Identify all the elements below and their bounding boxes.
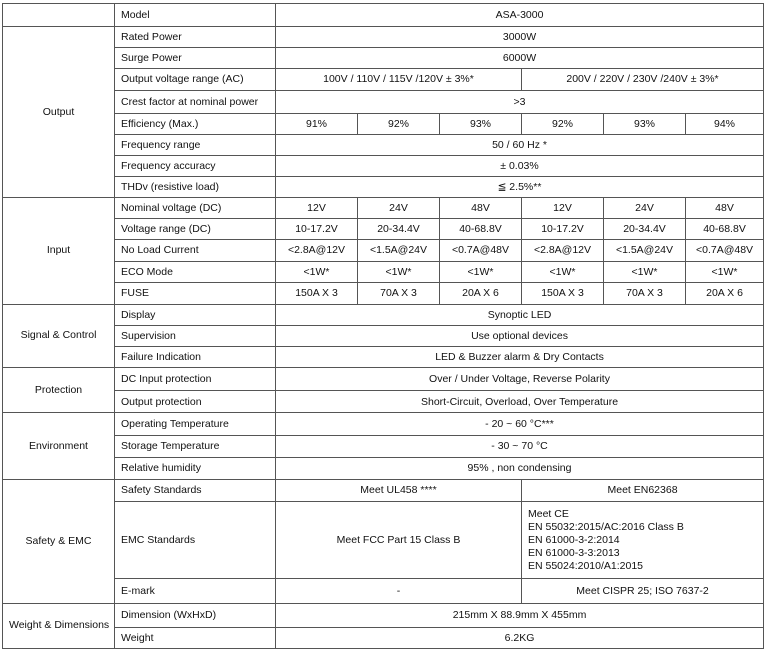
humidity-value: 95% , non condensing [276,457,764,479]
category-protection: Protection [3,368,115,413]
supervision-label: Supervision [115,325,276,346]
storage-temp-label: Storage Temperature [115,435,276,457]
eco-mode-label: ECO Mode [115,261,276,282]
no-load-current-cell: <1.5A@24V [358,240,440,261]
category-signal-control: Signal & Control [3,304,115,367]
output-voltage-low: 100V / 110V / 115V /120V ± 3%* [276,69,522,90]
efficiency-cell: 91% [276,113,358,134]
row-safety-standards [3,479,764,501]
eco-mode-cell: <1W* [686,261,764,282]
voltage-range-cell: 40-68.8V [440,219,522,240]
failure-indication-label: Failure Indication [115,347,276,368]
efficiency-cell: 94% [686,113,764,134]
row-thdv [3,177,764,198]
dc-input-protection-label: DC Input protection [115,368,276,391]
crest-factor-label: Crest factor at nominal power [115,90,276,113]
no-load-current-cell: <2.8A@12V [522,240,604,261]
thdv-label: THDv (resistive load) [115,177,276,198]
model-label: Model [115,4,276,27]
fuse-cell: 150A X 3 [522,282,604,304]
efficiency-cell: 92% [522,113,604,134]
row-display [3,304,764,325]
emark-low: - [276,579,522,603]
category-blank [3,4,115,27]
no-load-current-cell: <2.8A@12V [276,240,358,261]
emc-line: EN 55024:2010/A1:2015 [528,559,644,572]
emc-standards-label: EMC Standards [115,501,276,578]
nominal-voltage-cell: 12V [276,198,358,219]
thdv-value: ≦ 2.5%** [276,177,764,198]
surge-power-value: 6000W [276,48,764,69]
safety-standards-label: Safety Standards [115,479,276,501]
fuse-cell: 20A X 6 [440,282,522,304]
output-protection-value: Short-Circuit, Overload, Over Temperature [276,391,764,413]
row-frequency-range [3,134,764,155]
category-weight-dimensions: Weight & Dimensions [3,603,115,648]
row-weight [3,627,764,648]
eco-mode-cell: <1W* [440,261,522,282]
humidity-label: Relative humidity [115,457,276,479]
row-humidity [3,457,764,479]
row-crest-factor [3,90,764,113]
eco-mode-cell: <1W* [604,261,686,282]
row-output-voltage [3,69,764,90]
surge-power-label: Surge Power [115,48,276,69]
emc-standards-high [522,501,764,578]
weight-value: 6.2KG [276,627,764,648]
safety-standards-high: Meet EN62368 [522,479,764,501]
row-surge-power [3,48,764,69]
emc-line: EN 55032:2015/AC:2016 Class B [528,520,684,533]
dc-input-protection-value: Over / Under Voltage, Reverse Polarity [276,368,764,391]
emark-label: E-mark [115,579,276,603]
rated-power-value: 3000W [276,27,764,48]
row-model [3,4,764,27]
frequency-accuracy-value: ± 0.03% [276,155,764,176]
model-value: ASA-3000 [276,4,764,27]
eco-mode-cell: <1W* [276,261,358,282]
eco-mode-cell: <1W* [522,261,604,282]
operating-temp-value: - 20 ~ 60 °C*** [276,413,764,435]
row-storage-temp [3,435,764,457]
category-output: Output [3,27,115,198]
voltage-range-label: Voltage range (DC) [115,219,276,240]
storage-temp-value: - 30 ~ 70 °C [276,435,764,457]
output-voltage-label: Output voltage range (AC) [115,69,276,90]
nominal-voltage-cell: 48V [686,198,764,219]
category-input: Input [3,198,115,305]
emark-high: Meet CISPR 25; ISO 7637-2 [522,579,764,603]
efficiency-cell: 92% [358,113,440,134]
nominal-voltage-label: Nominal voltage (DC) [115,198,276,219]
row-dc-input-protection [3,368,764,391]
dimension-value: 215mm X 88.9mm X 455mm [276,603,764,627]
no-load-current-cell: <0.7A@48V [686,240,764,261]
row-voltage-range [3,219,764,240]
row-dimension [3,603,764,627]
category-environment: Environment [3,413,115,479]
output-protection-label: Output protection [115,391,276,413]
voltage-range-cell: 20-34.4V [604,219,686,240]
frequency-range-label: Frequency range [115,134,276,155]
safety-standards-low: Meet UL458 **** [276,479,522,501]
no-load-current-cell: <0.7A@48V [440,240,522,261]
weight-label: Weight [115,627,276,648]
emc-standards-low: Meet FCC Part 15 Class B [276,501,522,578]
row-output-protection [3,391,764,413]
supervision-value: Use optional devices [276,325,764,346]
eco-mode-cell: <1W* [358,261,440,282]
row-emark [3,579,764,603]
row-frequency-accuracy [3,155,764,176]
frequency-accuracy-label: Frequency accuracy [115,155,276,176]
efficiency-cell: 93% [604,113,686,134]
fuse-label: FUSE [115,282,276,304]
nominal-voltage-cell: 12V [522,198,604,219]
nominal-voltage-cell: 24V [604,198,686,219]
row-eco-mode [3,261,764,282]
operating-temp-label: Operating Temperature [115,413,276,435]
no-load-current-cell: <1.5A@24V [604,240,686,261]
emc-line: EN 61000-3-2:2014 [528,533,620,546]
nominal-voltage-cell: 24V [358,198,440,219]
row-failure-indication [3,347,764,368]
nominal-voltage-cell: 48V [440,198,522,219]
efficiency-label: Efficiency (Max.) [115,113,276,134]
output-voltage-high: 200V / 220V / 230V /240V ± 3%* [522,69,764,90]
rated-power-label: Rated Power [115,27,276,48]
row-efficiency [3,113,764,134]
fuse-cell: 20A X 6 [686,282,764,304]
frequency-range-value: 50 / 60 Hz * [276,134,764,155]
emc-line: Meet CE [528,507,569,520]
fuse-cell: 70A X 3 [358,282,440,304]
emc-line: EN 61000-3-3:2013 [528,546,620,559]
fuse-cell: 150A X 3 [276,282,358,304]
display-label: Display [115,304,276,325]
row-emc-standards [3,501,764,578]
no-load-current-label: No Load Current [115,240,276,261]
dimension-label: Dimension (WxHxD) [115,603,276,627]
row-operating-temp [3,413,764,435]
crest-factor-value: >3 [276,90,764,113]
row-no-load-current [3,240,764,261]
row-nominal-voltage [3,198,764,219]
fuse-cell: 70A X 3 [604,282,686,304]
row-rated-power [3,27,764,48]
voltage-range-cell: 10-17.2V [276,219,358,240]
voltage-range-cell: 20-34.4V [358,219,440,240]
efficiency-cell: 93% [440,113,522,134]
voltage-range-cell: 40-68.8V [686,219,764,240]
row-fuse [3,282,764,304]
row-supervision [3,325,764,346]
failure-indication-value: LED & Buzzer alarm & Dry Contacts [276,347,764,368]
voltage-range-cell: 10-17.2V [522,219,604,240]
spec-table [2,3,764,649]
category-safety-emc: Safety & EMC [3,479,115,603]
display-value: Synoptic LED [276,304,764,325]
